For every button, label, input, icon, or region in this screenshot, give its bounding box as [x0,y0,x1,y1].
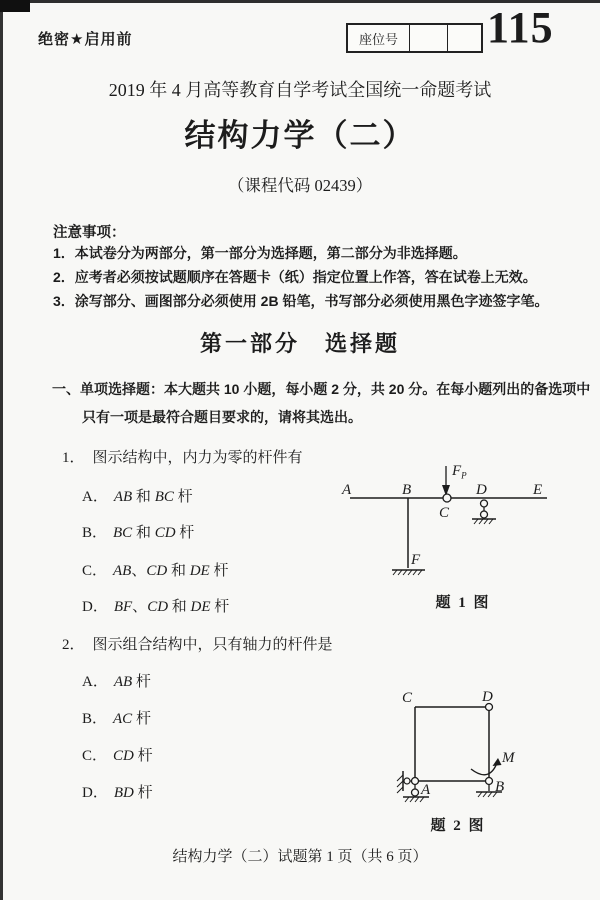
option-letter: B． [82,525,108,541]
option-letter: C． [82,563,108,579]
question-2-option-b [82,707,151,728]
course-code: （课程代码 02439） [227,176,373,195]
node-e-label: E [533,482,543,498]
exam-session-title: 2019 年 4 月高等教育自学考试全国统一命题考试 [108,80,492,100]
scan-corner-mark [0,0,30,12]
figure-2-structure-diagram [383,685,533,815]
node-f-label: F [411,552,421,568]
wall-hatching [397,775,403,793]
fixed-support-f [392,570,425,575]
option-text: AB 和 BC 杆 [113,489,193,505]
subject-title: 结构力学（二） [184,118,416,153]
option-text: BC 和 CD 杆 [113,525,195,541]
figure-2-caption: 题 2 图 [430,818,486,834]
option-letter: A． [82,674,108,690]
option-text: BD 杆 [113,785,153,801]
option-text: AB、CD 和 DE 杆 [113,563,229,579]
force-fp-arrow [442,466,450,496]
node-a-label: A [421,782,431,798]
note-item-3: 3．涂写部分、画图部分必须使用 2B 铅笔，书写部分必须使用黑色字迹签字笔。 [53,293,549,309]
page-footer: 结构力学（二）试题第 1 页（共 6 页） [172,849,428,865]
option-letter: C． [82,748,108,764]
horizontal-link-support-a [397,771,412,793]
hinge-a [412,778,419,785]
question-2-option-d [82,781,153,802]
notes-heading: 注意事项： [53,225,126,241]
force-fp-label: $F_P$ [452,463,467,481]
question-2-number: 2． [62,637,85,653]
figure-1-caption: 题 1 图 [435,595,491,611]
node-b-label: B [495,779,505,795]
question-1-option-c [82,559,228,580]
note-item-2: 2．应考者必须按试题顺序在答题卡（纸）指定位置上作答，答在试卷上无效。 [53,269,537,285]
seat-number-cell-2 [448,25,481,51]
seat-number-label: 座位号 [348,25,410,51]
node-a-label: A [342,482,352,498]
option-letter: B． [82,711,108,727]
question-2-text: 图示组合结构中，只有轴力的杆件是 [92,637,333,653]
option-text: AC 杆 [113,711,151,727]
paper-code-number: 115 [487,3,554,52]
node-c-label: C [439,505,450,521]
frame-square [415,707,489,781]
node-d-label: D [482,689,493,705]
section-instructions-line1: 一、单项选择题：本大题共 10 小题，每小题 2 分，共 20 分。在每小题列出的备选项中 [52,381,591,397]
moment-m-label: M [502,750,515,766]
section-instructions-line2: 只有一项是最符合题目要求的，请将其选出。 [82,409,362,425]
question-1-text: 图示结构中，内力为零的杆件有 [92,450,303,466]
hinge-c [443,494,451,502]
figure-1-structure-diagram [333,458,593,608]
question-1-option-d [82,595,229,616]
question-1-option-b [82,521,194,542]
moment-m-arrow [471,758,502,775]
node-c-label: C [402,690,413,706]
note-item-1: 1．本试卷分为两部分，第一部分为选择题，第二部分为非选择题。 [53,245,467,261]
part-one-heading: 第一部分 选择题 [199,331,400,356]
question-2-stem [62,633,333,654]
seat-number-cell-1 [410,25,448,51]
option-text: AB 杆 [113,674,151,690]
option-text: CD 杆 [113,748,153,764]
option-text: BF、CD 和 DE 杆 [113,599,230,615]
node-b-label: B [402,482,412,498]
seat-number-box [346,23,483,53]
question-2-option-c [82,744,153,765]
question-1-stem [62,446,303,467]
option-letter: D． [82,785,108,801]
option-letter: A． [82,489,108,505]
question-1-number: 1． [62,450,85,466]
option-letter: D． [82,599,108,615]
security-classification-label: 绝密★启用前 [38,31,133,48]
hinge-b [486,778,493,785]
node-d-label: D [476,482,487,498]
question-1-option-a [82,485,193,506]
roller-support-d [472,500,496,524]
question-2-option-a [82,670,151,691]
